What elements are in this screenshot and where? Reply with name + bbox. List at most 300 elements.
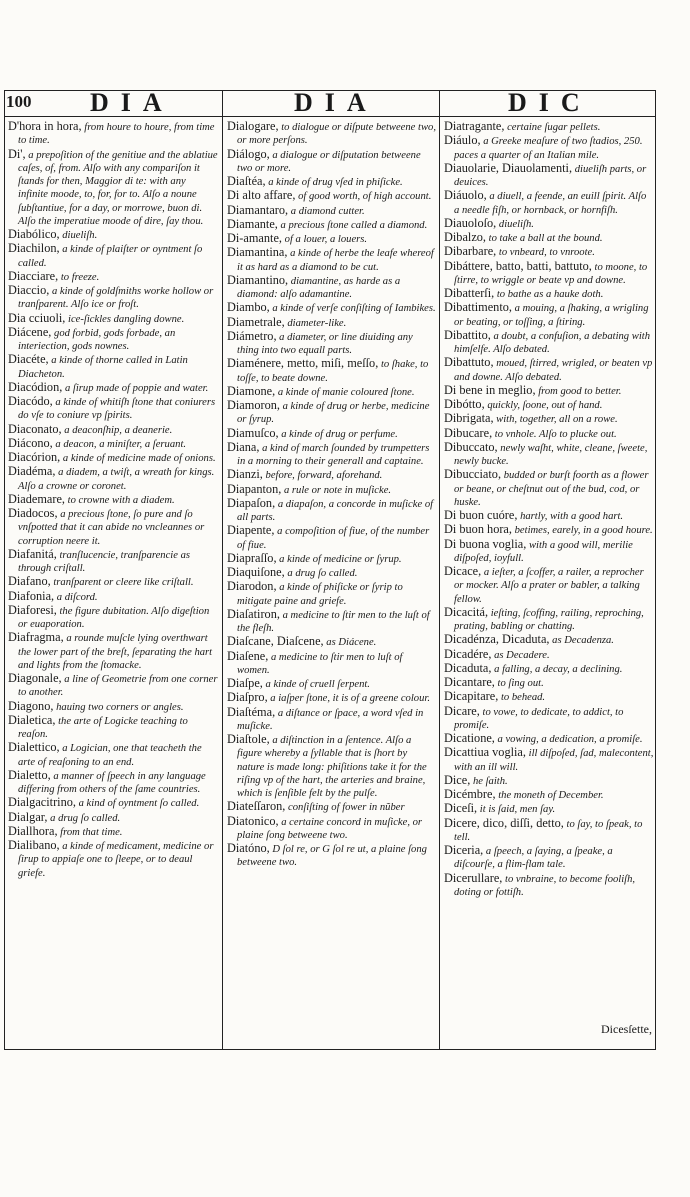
dictionary-entry <box>8 242 218 270</box>
dictionary-entry <box>227 733 437 800</box>
definition: a kinde of drug or perfume. <box>281 428 398 440</box>
headword: Dialogare, <box>227 119 279 133</box>
headword: Diabólico, <box>8 227 60 241</box>
headword: Di buon hora, <box>444 522 512 537</box>
headword: Diacódo, <box>8 394 53 408</box>
dictionary-entry <box>444 523 654 537</box>
catchword: Dicesſette, <box>601 1022 652 1036</box>
headword: Dicattiua voglia, <box>444 745 526 760</box>
headword: Dicémbre, <box>444 787 496 801</box>
definition: budded or burſt foorth as a flower or beane, or cheſtnut out of the bud, cod, or huske. <box>454 470 649 508</box>
definition: quickly, ſoone, out of hand. <box>487 400 603 411</box>
headword: Di-amante, <box>227 231 282 245</box>
dictionary-column-3 <box>444 120 654 899</box>
definition: a kinde of whitiſh ſtone that coniurers do vſe to coniure vp ſpirits. <box>18 397 216 422</box>
dictionary-entry <box>444 120 654 134</box>
headword: Diametrale, <box>227 314 285 329</box>
headword: Diaménere, metto, miſi, meſſo, <box>227 356 379 371</box>
dictionary-entry <box>444 217 654 231</box>
definition: as Decadenza. <box>552 635 614 647</box>
definition: a kinde of drug or herbe, medicine or ſyrup. <box>237 401 430 426</box>
definition: to vnbraine, to become fooliſh, doting or fottiſh. <box>454 873 636 898</box>
definition: a medicine to ſtir men to luſt of women. <box>237 651 403 676</box>
definition: D ſol re, or G ſol re ut, a plaine ſong betweene two. <box>237 844 427 869</box>
dictionary-entry <box>227 608 437 636</box>
definition: a diadem, a twiſt, a wreath for kings. Alſo a crowne or coronet. <box>18 467 215 492</box>
definition: a Logician, one that teacheth the arte of reaſoning to an end. <box>18 743 202 768</box>
dictionary-entry <box>8 741 218 769</box>
headword: Diamone, <box>227 383 276 398</box>
headword: Diatragante, <box>444 119 505 133</box>
definition: a compoſition of fiue, of the number of fiue. <box>237 526 430 551</box>
column-divider <box>222 90 223 1050</box>
headword: Diamante, <box>227 216 278 231</box>
headword: Dibattimento, <box>444 300 512 315</box>
headword: Diademare, <box>8 491 66 506</box>
headword: Dianzi, <box>227 467 263 482</box>
dictionary-entry <box>444 162 654 190</box>
dictionary-entry <box>444 705 654 733</box>
dictionary-entry <box>227 566 437 580</box>
definition: certaine ſugar pellets. <box>507 122 601 133</box>
definition: from that time. <box>60 826 123 838</box>
dictionary-entry <box>227 706 437 734</box>
definition: a kind of march ſounded by trumpetters in a morning to their generall and captaine. <box>237 442 430 467</box>
definition: the figure dubitation. Alſo digeſtion or euaporation. <box>18 605 210 630</box>
dictionary-entry <box>8 228 218 242</box>
headword: Diamantino, <box>227 272 289 287</box>
definition: a diſtance or ſpace, a word vſed in muſicke. <box>237 707 424 732</box>
dictionary-entry <box>8 423 218 437</box>
dictionary-column-2 <box>227 120 437 870</box>
dictionary-entry <box>8 700 218 714</box>
headword: Diamoron, <box>227 398 280 412</box>
definition: to ſhake, to toſſe, to beate downe. <box>237 359 429 384</box>
page-header <box>4 90 656 116</box>
dictionary-entry <box>227 148 437 176</box>
headword: Dicapitare, <box>444 689 499 704</box>
definition: to dialogue or diſpute betweene two, or more perſons. <box>237 122 436 147</box>
dictionary-entry <box>8 631 218 672</box>
dictionary-entry <box>444 732 654 746</box>
headword: Dibarbare, <box>444 244 497 259</box>
headword: Dibattito, <box>444 327 491 342</box>
headword: Dibuccato, <box>444 439 498 454</box>
definition: ill diſpoſed, ſad, malecontent, with an ill will. <box>454 748 654 773</box>
definition: a kinde of medicament, medicine or ſirup to appiaſe one to ſleepe, or to deaul griefe. <box>18 841 214 879</box>
definition: of a louer, a louers. <box>284 234 368 245</box>
headword: Dibucare, <box>444 425 493 440</box>
headword: Diatóno, <box>227 841 270 855</box>
dictionary-entry <box>444 844 654 872</box>
dictionary-entry <box>444 245 654 259</box>
page-number: 100 <box>6 92 32 111</box>
dictionary-entry <box>444 384 654 398</box>
headword: Diaſatiron, <box>227 606 280 621</box>
definition: a diamond cutter. <box>290 205 365 217</box>
definition: diamantine, as harde as a diamond: alſo adamantine. <box>237 275 401 300</box>
headword: Di', <box>8 146 26 161</box>
headword: Diarodon, <box>227 579 277 594</box>
definition: a diſtinction in a ſentence. Alſo a figure whereby a ſyllable that is ſhort by nature is made long: phiſitions take it for the riſing vp of the hart, the arteries and braine, which is ſenſible felt by the pulſe. <box>237 735 427 799</box>
definition: a diameter, or line diuiding any thing into two equall parts. <box>237 331 413 356</box>
definition: a doubt, a confuſion, a debating with himſelfe. Alſo debated. <box>454 330 651 355</box>
definition: a kinde of herbe the leafe whereof it as hard as a diamond to be cut. <box>237 248 434 273</box>
dictionary-entry <box>227 357 437 385</box>
dictionary-entry <box>227 175 437 189</box>
running-head-center: DIA <box>294 88 378 117</box>
headword: Diapaſon, <box>227 495 276 510</box>
headword: Diatonico, <box>227 813 279 828</box>
headword: Dialgacitrino, <box>8 795 76 810</box>
definition: to ſay, to ſpeak, to tell. <box>454 818 643 843</box>
dictionary-entry <box>227 524 437 552</box>
headword: Diáuolo, <box>444 188 487 203</box>
definition: a kinde of goldſmiths worke hollow or tranſparent. Alſo ice or froſt. <box>18 286 214 311</box>
dictionary-entry <box>444 774 654 788</box>
definition: ice-ſickles dangling downe. <box>68 313 185 325</box>
dictionary-entry <box>8 796 218 810</box>
definition: a ieſter, a ſcoffer, a railer, a reprocher or mocker. Alſo a prater or babler, a talking fellow. <box>454 567 644 605</box>
headword: Diceſi, <box>444 801 478 816</box>
headword: Diaſtole, <box>227 732 270 746</box>
headword: Dibáttere, batto, batti, battuto, <box>444 258 592 273</box>
definition: a line of Geometrie from one corner to another. <box>18 674 218 699</box>
definition: a kinde of drug vſed in phiſicke. <box>268 177 403 188</box>
headword: Dibrigata, <box>444 411 494 426</box>
headword: Diadocos, <box>8 506 58 520</box>
definition: god forbid, gods forbade, an interiection, gods nownes. <box>18 327 176 352</box>
headword: Dibalzo, <box>444 230 487 244</box>
headword: Diacciare, <box>8 268 59 283</box>
definition: the arte of Logicke teaching to reaſon. <box>18 715 188 740</box>
headword: Dialgar, <box>8 809 48 824</box>
dictionary-entry <box>8 395 218 423</box>
headword: Diafonia, <box>8 588 55 603</box>
dictionary-entry <box>8 604 218 632</box>
dictionary-entry <box>227 580 437 608</box>
definition: tranſlucencie, tranſparencie as through criſtall. <box>18 549 191 574</box>
headword: Diachilon, <box>8 241 60 256</box>
headword: Dicaduta, <box>444 660 492 675</box>
headword: D'hora in hora, <box>8 119 82 133</box>
definition: a ſirup made of poppie and water. <box>64 382 209 394</box>
headword: Diaſtéa, <box>227 174 266 188</box>
running-head-left: DIA <box>90 88 174 117</box>
headword: Dicadére, <box>444 646 492 661</box>
headword: Diadéma, <box>8 464 56 479</box>
headword: Diallhora, <box>8 823 58 838</box>
definition: a drug ſo called. <box>50 812 121 824</box>
headword: Di bene in meglio, <box>444 382 536 397</box>
headword: Dice, <box>444 772 471 787</box>
headword: Diacórion, <box>8 450 61 464</box>
dictionary-entry <box>8 270 218 284</box>
headword: Diaccio, <box>8 283 50 297</box>
definition: a kinde of phiſicke or ſyrip to mitigate paine and griefe. <box>237 582 403 607</box>
headword: Dicadénza, Dicaduta, <box>444 632 550 647</box>
dictionary-entry <box>227 385 437 399</box>
dictionary-entry <box>227 441 437 469</box>
definition: a dialogue or diſputation betweene two or more. <box>237 149 421 174</box>
headword: Diateſſaron, <box>227 799 286 814</box>
headword: Diapraſſo, <box>227 550 277 565</box>
dictionary-entry <box>444 565 654 606</box>
headword: Diácene, <box>8 324 52 339</box>
definition: conſiſting of fower in nũber <box>288 802 405 814</box>
headword: Di buona voglia, <box>444 536 527 551</box>
headword: Diáulo, <box>444 133 481 148</box>
headword: Dicantare, <box>444 675 495 689</box>
definition: a kinde of manie coloured ſtone. <box>277 386 415 398</box>
definition: to vnbeard, to vnroote. <box>498 247 595 259</box>
headword: Di alto affare, <box>227 188 296 203</box>
headword: Di buon cuóre, <box>444 508 518 522</box>
dictionary-entry <box>227 316 437 330</box>
dictionary-entry <box>444 662 654 676</box>
definition: a diuell, a feende, an euill ſpirit. Alſo a needle fiſh, or hornback, or hornfiſh. <box>454 191 647 216</box>
dictionary-entry <box>8 326 218 354</box>
dictionary-entry <box>8 381 218 395</box>
dictionary-entry <box>8 312 218 326</box>
headword: Diambo, <box>227 300 270 315</box>
dictionary-entry <box>444 538 654 566</box>
dictionary-entry <box>8 714 218 742</box>
definition: as Decadere. <box>494 649 550 661</box>
dictionary-entry <box>8 769 218 797</box>
headword: Diácono, <box>8 435 53 450</box>
dictionary-entry <box>444 606 654 634</box>
definition: a rounde muſcle lying overthwart the lower part of the breſt, ſeparating the hart and lights from the ſtomacke. <box>18 633 213 671</box>
definition: a precious ſtone, ſo pure and ſo vnſpotted that it can abide no vncleannes or corruption neere it. <box>18 509 205 547</box>
dictionary-entry <box>444 189 654 217</box>
definition: a kind of oyntment ſo called. <box>78 798 200 810</box>
definition: to crowne with a diadem. <box>67 494 175 506</box>
headword: Diamantaro, <box>227 202 289 217</box>
definition: from houre to houre, from time to time. <box>18 122 215 147</box>
definition: a mouing, a ſhaking, a wrigling or beating, or toſſing, a ſtiring. <box>454 303 649 328</box>
headword: Diamuſco, <box>227 425 279 440</box>
headword: Diaſcane, Diaſcene, <box>227 634 324 649</box>
headword: Diafragma, <box>8 630 64 645</box>
headword: Dicatione, <box>444 731 495 745</box>
definition: a kinde of medicine made of onions. <box>62 453 216 464</box>
dictionary-entry <box>444 802 654 816</box>
definition: tranſparent or cleere like criſtall. <box>53 577 194 589</box>
definition: before, forward, aforehand. <box>265 470 383 482</box>
dictionary-entry <box>444 788 654 802</box>
definition: a kinde of cruell ſerpent. <box>265 679 370 690</box>
dictionary-entry <box>8 672 218 700</box>
headword: Diafanitá, <box>8 546 57 561</box>
definition: from good to better. <box>538 385 622 397</box>
definition: diueliſh parts, or deuices. <box>454 163 647 188</box>
headword: Dicare, <box>444 703 480 718</box>
headword: Diálogo, <box>227 146 270 161</box>
headword: Dicacitá, <box>444 604 489 619</box>
dictionary-entry <box>444 441 654 469</box>
dictionary-entry <box>227 691 437 705</box>
headword: Diauoloſo, <box>444 215 497 230</box>
definition: a diſcord. <box>56 591 98 603</box>
definition: diueliſh. <box>498 218 534 230</box>
definition: a Greeke meaſure of two ſtadios, 250. paces a quarter of an Italian mile. <box>454 136 643 161</box>
running-head-right: DIC <box>508 88 592 117</box>
column-divider <box>439 90 440 1050</box>
headword: Diaſpro, <box>227 690 268 705</box>
definition: moued, ſtirred, wrigled, or beaten vp and downe. Alſo debated. <box>454 358 653 383</box>
dictionary-entry <box>444 287 654 301</box>
dictionary-entry <box>227 842 437 870</box>
definition: of good worth, of high account. <box>298 191 432 203</box>
definition: as Diácene. <box>326 637 377 649</box>
dictionary-entry <box>8 284 218 312</box>
definition: a kinde of medicine or ſyrup. <box>279 553 402 565</box>
definition: to vnhole. Alſo to plucke out. <box>494 428 617 440</box>
definition: newly waſht, white, cleane, ſweete, newly bucke. <box>454 442 648 467</box>
definition: he ſaith. <box>472 775 508 787</box>
headword: Diaconato, <box>8 421 62 436</box>
definition: diueliſh. <box>62 230 98 241</box>
definition: with, together, all on a rowe. <box>496 414 618 426</box>
dictionary-entry <box>8 548 218 576</box>
definition: a vowing, a dedication, a promiſe. <box>497 734 643 745</box>
dictionary-entry <box>227 330 437 358</box>
dictionary-entry <box>444 872 654 900</box>
headword: Dibucciato, <box>444 467 502 482</box>
headword: Diapente, <box>227 523 275 538</box>
dictionary-entry <box>444 633 654 647</box>
dictionary-entry <box>8 437 218 451</box>
definition: with a good will, merilie diſpoſed, ioyfull. <box>454 539 633 564</box>
dictionary-entry <box>227 497 437 525</box>
dictionary-entry <box>8 575 218 589</box>
definition: to behead. <box>500 692 546 704</box>
definition: a deacon, a miniſter, a ſeruant. <box>55 438 187 450</box>
dictionary-entry <box>227 189 437 203</box>
dictionary-entry <box>8 590 218 604</box>
dictionary-entry <box>227 274 437 302</box>
dictionary-entry <box>444 329 654 357</box>
headword: Dibattuto, <box>444 355 494 370</box>
definition: a precious ſtone called a diamond. <box>280 219 428 231</box>
definition: to bathe as a hauke doth. <box>496 289 604 300</box>
headword: Diceria, <box>444 843 484 857</box>
headword: Diaſpe, <box>227 676 263 690</box>
dictionary-entry <box>444 231 654 245</box>
dictionary-entry <box>8 148 218 229</box>
headword: Dia cciuoli, <box>8 310 66 325</box>
dictionary-entry <box>227 246 437 274</box>
definition: it is ſaid, men ſay. <box>479 804 556 816</box>
dictionary-entry <box>8 811 218 825</box>
headword: Dicere, dico, diſſi, detto, <box>444 815 564 830</box>
dictionary-entry <box>227 800 437 814</box>
dictionary-entry <box>227 120 437 148</box>
headword: Diacéte, <box>8 352 49 367</box>
dictionary-entry <box>227 483 437 497</box>
dictionary-entry <box>8 451 218 465</box>
headword: Diagonale, <box>8 671 62 685</box>
definition: to moone, to ſtirre, to wriggle or beate vp and downe. <box>454 261 648 286</box>
definition: a kinde of thorne called in Latin Diacheton. <box>18 355 188 380</box>
dictionary-entry <box>8 825 218 839</box>
dictionary-entry <box>8 839 218 880</box>
dictionary-entry <box>444 676 654 690</box>
definition: to take a ball at the bound. <box>488 233 603 244</box>
dictionary-entry <box>227 635 437 649</box>
headword: Dibótto, <box>444 397 485 411</box>
definition: a drug ſo called. <box>287 568 358 579</box>
definition: a rule or note in muſicke. <box>283 484 392 496</box>
dictionary-entry <box>8 465 218 493</box>
headword: Dicace, <box>444 564 482 578</box>
dictionary-entry <box>444 301 654 329</box>
dictionary-entry <box>444 648 654 662</box>
definition: hartly, with a good hart. <box>520 511 624 522</box>
dictionary-entry <box>227 301 437 315</box>
dictionary-entry <box>227 232 437 246</box>
dictionary-entry <box>444 398 654 412</box>
headword: Dialetto, <box>8 767 51 782</box>
dictionary-entry <box>8 507 218 548</box>
definition: a prepoſition of the genitiue and the ablatiue caſes, of, from. Alſo with any compariſon it ſtands for then, Maggior di te: with any infinite moode, to, for, for to. Alſo a noune ſubſtantiue, for a day, or morrowe, buon di. Alſo the imperatiue moode of dire, ſay thou. <box>18 149 218 227</box>
headword: Diaquiſone, <box>227 565 285 579</box>
headword: Diamantina, <box>227 245 288 260</box>
dictionary-entry <box>227 204 437 218</box>
dictionary-entry <box>444 690 654 704</box>
headword: Diaforesi, <box>8 602 57 617</box>
definition: ieſting, ſcoffing, railing, reproching, prating, babling or chatting. <box>454 607 644 632</box>
definition: to freeze. <box>60 271 100 283</box>
headword: Diapanton, <box>227 481 282 496</box>
headword: Dialettico, <box>8 740 60 755</box>
dictionary-entry <box>227 468 437 482</box>
headword: Diana, <box>227 439 260 454</box>
dictionary-entry <box>227 677 437 691</box>
dictionary-entry <box>444 427 654 441</box>
dictionary-entry <box>8 493 218 507</box>
definition: a falling, a decay, a declining. <box>494 663 623 675</box>
dictionary-entry <box>8 120 218 148</box>
headword: Diauolarie, Diauolamenti, <box>444 160 573 175</box>
definition: diameter-like. <box>287 317 347 329</box>
definition: hauing two corners or angles. <box>56 701 184 713</box>
dictionary-column-1 <box>8 120 218 880</box>
headword: Dicerullare, <box>444 870 503 885</box>
definition: a ſpeech, a ſaying, a ſpeake, a diſcourſe, a flim-flam tale. <box>454 846 613 871</box>
dictionary-entry <box>227 399 437 427</box>
headword: Diaſene, <box>227 648 269 663</box>
dictionary-entry <box>444 817 654 845</box>
dictionary-entry <box>227 427 437 441</box>
definition: to ſing out. <box>497 678 544 689</box>
dictionary-entry <box>444 134 654 162</box>
dictionary-entry <box>227 218 437 232</box>
dictionary-entry <box>444 509 654 523</box>
definition: a diapaſon, a concorde in muſicke of all parts. <box>237 498 434 523</box>
definition: a medicine to ſtir men to the luſt of the fleſh. <box>237 609 430 634</box>
dictionary-entry <box>444 468 654 509</box>
headword: Diacódion, <box>8 379 63 394</box>
headword: Diámetro, <box>227 328 277 343</box>
dictionary-entry <box>227 552 437 566</box>
dictionary-entry <box>227 815 437 843</box>
definition: a certaine concord in muſicke, or plaine ſong betweene two. <box>237 816 423 841</box>
headword: Diafano, <box>8 574 51 589</box>
dictionary-entry <box>444 746 654 774</box>
definition: a kinde of verſe conſiſting of Iambikes. <box>272 303 436 315</box>
